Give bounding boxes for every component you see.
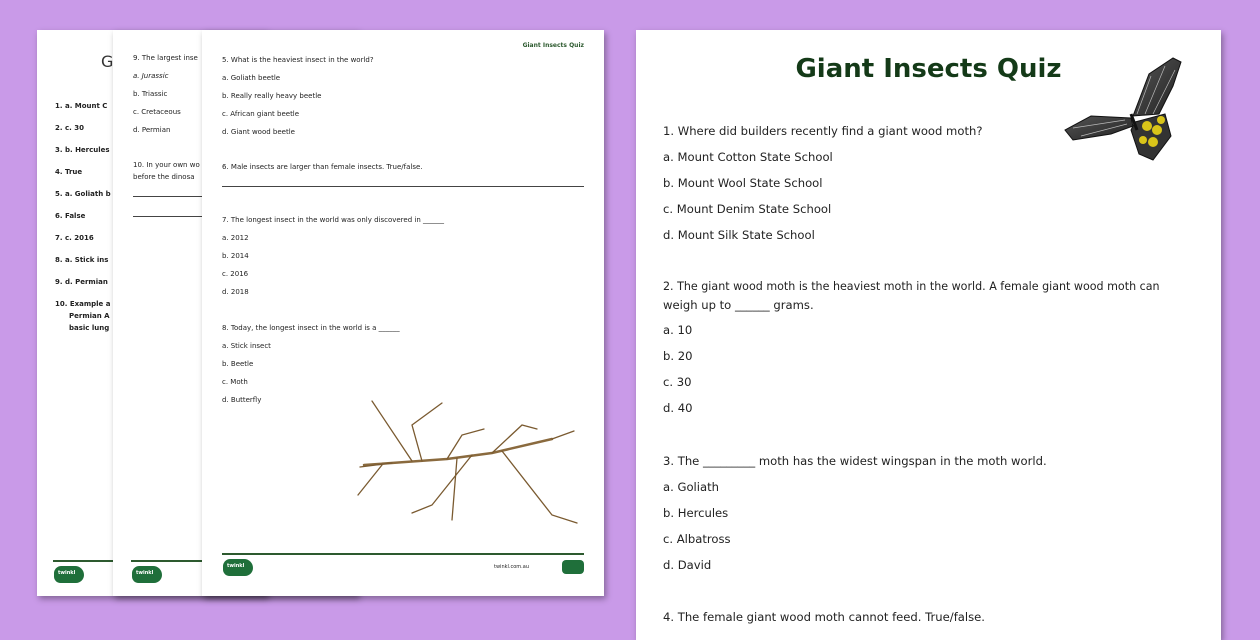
option: c. Albatross <box>663 532 731 546</box>
question-2-cont: weigh up to ______ grams. <box>663 298 814 312</box>
quiz-page-2 <box>202 30 604 596</box>
option: d. Butterfly <box>222 396 262 404</box>
question-10-cont: before the dinosa <box>133 173 195 181</box>
option: a. Mount Cotton State School <box>663 150 833 164</box>
option: d. Giant wood beetle <box>222 128 295 136</box>
answer-line <box>222 186 584 187</box>
answer-item: 1. a. Mount C <box>55 102 108 110</box>
option: b. Beetle <box>222 360 254 368</box>
twinkl-logo: twinkl <box>223 559 253 576</box>
option: c. Mount Denim State School <box>663 202 832 216</box>
answer-item: 4. True <box>55 168 83 176</box>
question-6: 6. Male insects are larger than female insects. True/false. <box>222 163 423 171</box>
option: d. 40 <box>663 401 693 415</box>
footer-badge <box>562 560 584 574</box>
page-title-initial: G <box>101 52 114 71</box>
option: a. 10 <box>663 323 693 337</box>
quiz-page-1 <box>636 30 1221 640</box>
answer-item: 5. a. Goliath b <box>55 190 111 198</box>
option: d. Mount Silk State School <box>663 228 815 242</box>
option: a. Goliath beetle <box>222 74 281 82</box>
option: c. 30 <box>663 375 692 389</box>
twinkl-logo: twinkl <box>54 566 84 583</box>
answer-item: 2. c. 30 <box>55 124 84 132</box>
answer-line <box>133 216 213 217</box>
option: a. 2012 <box>222 234 249 242</box>
option: b. Really really heavy beetle <box>222 92 322 100</box>
twinkl-logo: twinkl <box>132 566 162 583</box>
question-8: 8. Today, the longest insect in the world is a ______ <box>222 324 400 332</box>
option: a. Stick insect <box>222 342 271 350</box>
question-9: 9. The largest inse <box>133 54 198 62</box>
question-3: 3. The _________ moth has the widest wingspan in the moth world. <box>663 454 1047 468</box>
answer-item: 7. c. 2016 <box>55 234 94 242</box>
footer-divider <box>222 553 584 555</box>
option: b. Triassic <box>133 90 168 98</box>
page-title: Giant Insects Quiz <box>795 54 1062 84</box>
answer-item: 8. a. Stick ins <box>55 256 109 264</box>
butterfly-icon <box>1061 56 1189 164</box>
option: b. 2014 <box>222 252 249 260</box>
question-5: 5. What is the heaviest insect in the world? <box>222 56 374 64</box>
answer-item-cont: basic lung <box>69 324 110 332</box>
option: c. African giant beetle <box>222 110 300 118</box>
stick-insect-icon <box>352 395 582 535</box>
option: c. Cretaceous <box>133 108 181 116</box>
option: a. Jurassic <box>133 72 169 80</box>
answer-item: 6. False <box>55 212 86 220</box>
footer-url: twinkl.com.au <box>494 564 529 570</box>
question-10: 10. In your own wo <box>133 161 200 169</box>
option: a. Goliath <box>663 480 719 494</box>
option: c. 2016 <box>222 270 249 278</box>
answer-line <box>133 196 213 197</box>
option: b. 20 <box>663 349 693 363</box>
answer-item-cont: Permian A <box>69 312 110 320</box>
option: b. Mount Wool State School <box>663 176 823 190</box>
answer-item: 3. b. Hercules <box>55 146 110 154</box>
answer-item: 9. d. Permian <box>55 278 108 286</box>
option: d. Permian <box>133 126 171 134</box>
option: b. Hercules <box>663 506 729 520</box>
question-4: 4. The female giant wood moth cannot feed. True/false. <box>663 610 985 624</box>
question-1: 1. Where did builders recently find a giant wood moth? <box>663 124 983 138</box>
option: d. David <box>663 558 712 572</box>
page-header: Giant Insects Quiz <box>522 42 584 49</box>
answer-item: 10. Example a <box>55 300 111 308</box>
question-2: 2. The giant wood moth is the heaviest moth in the world. A female giant wood moth can <box>663 280 1160 293</box>
option: c. Moth <box>222 378 248 386</box>
question-7: 7. The longest insect in the world was only discovered in ______ <box>222 216 444 224</box>
option: d. 2018 <box>222 288 249 296</box>
